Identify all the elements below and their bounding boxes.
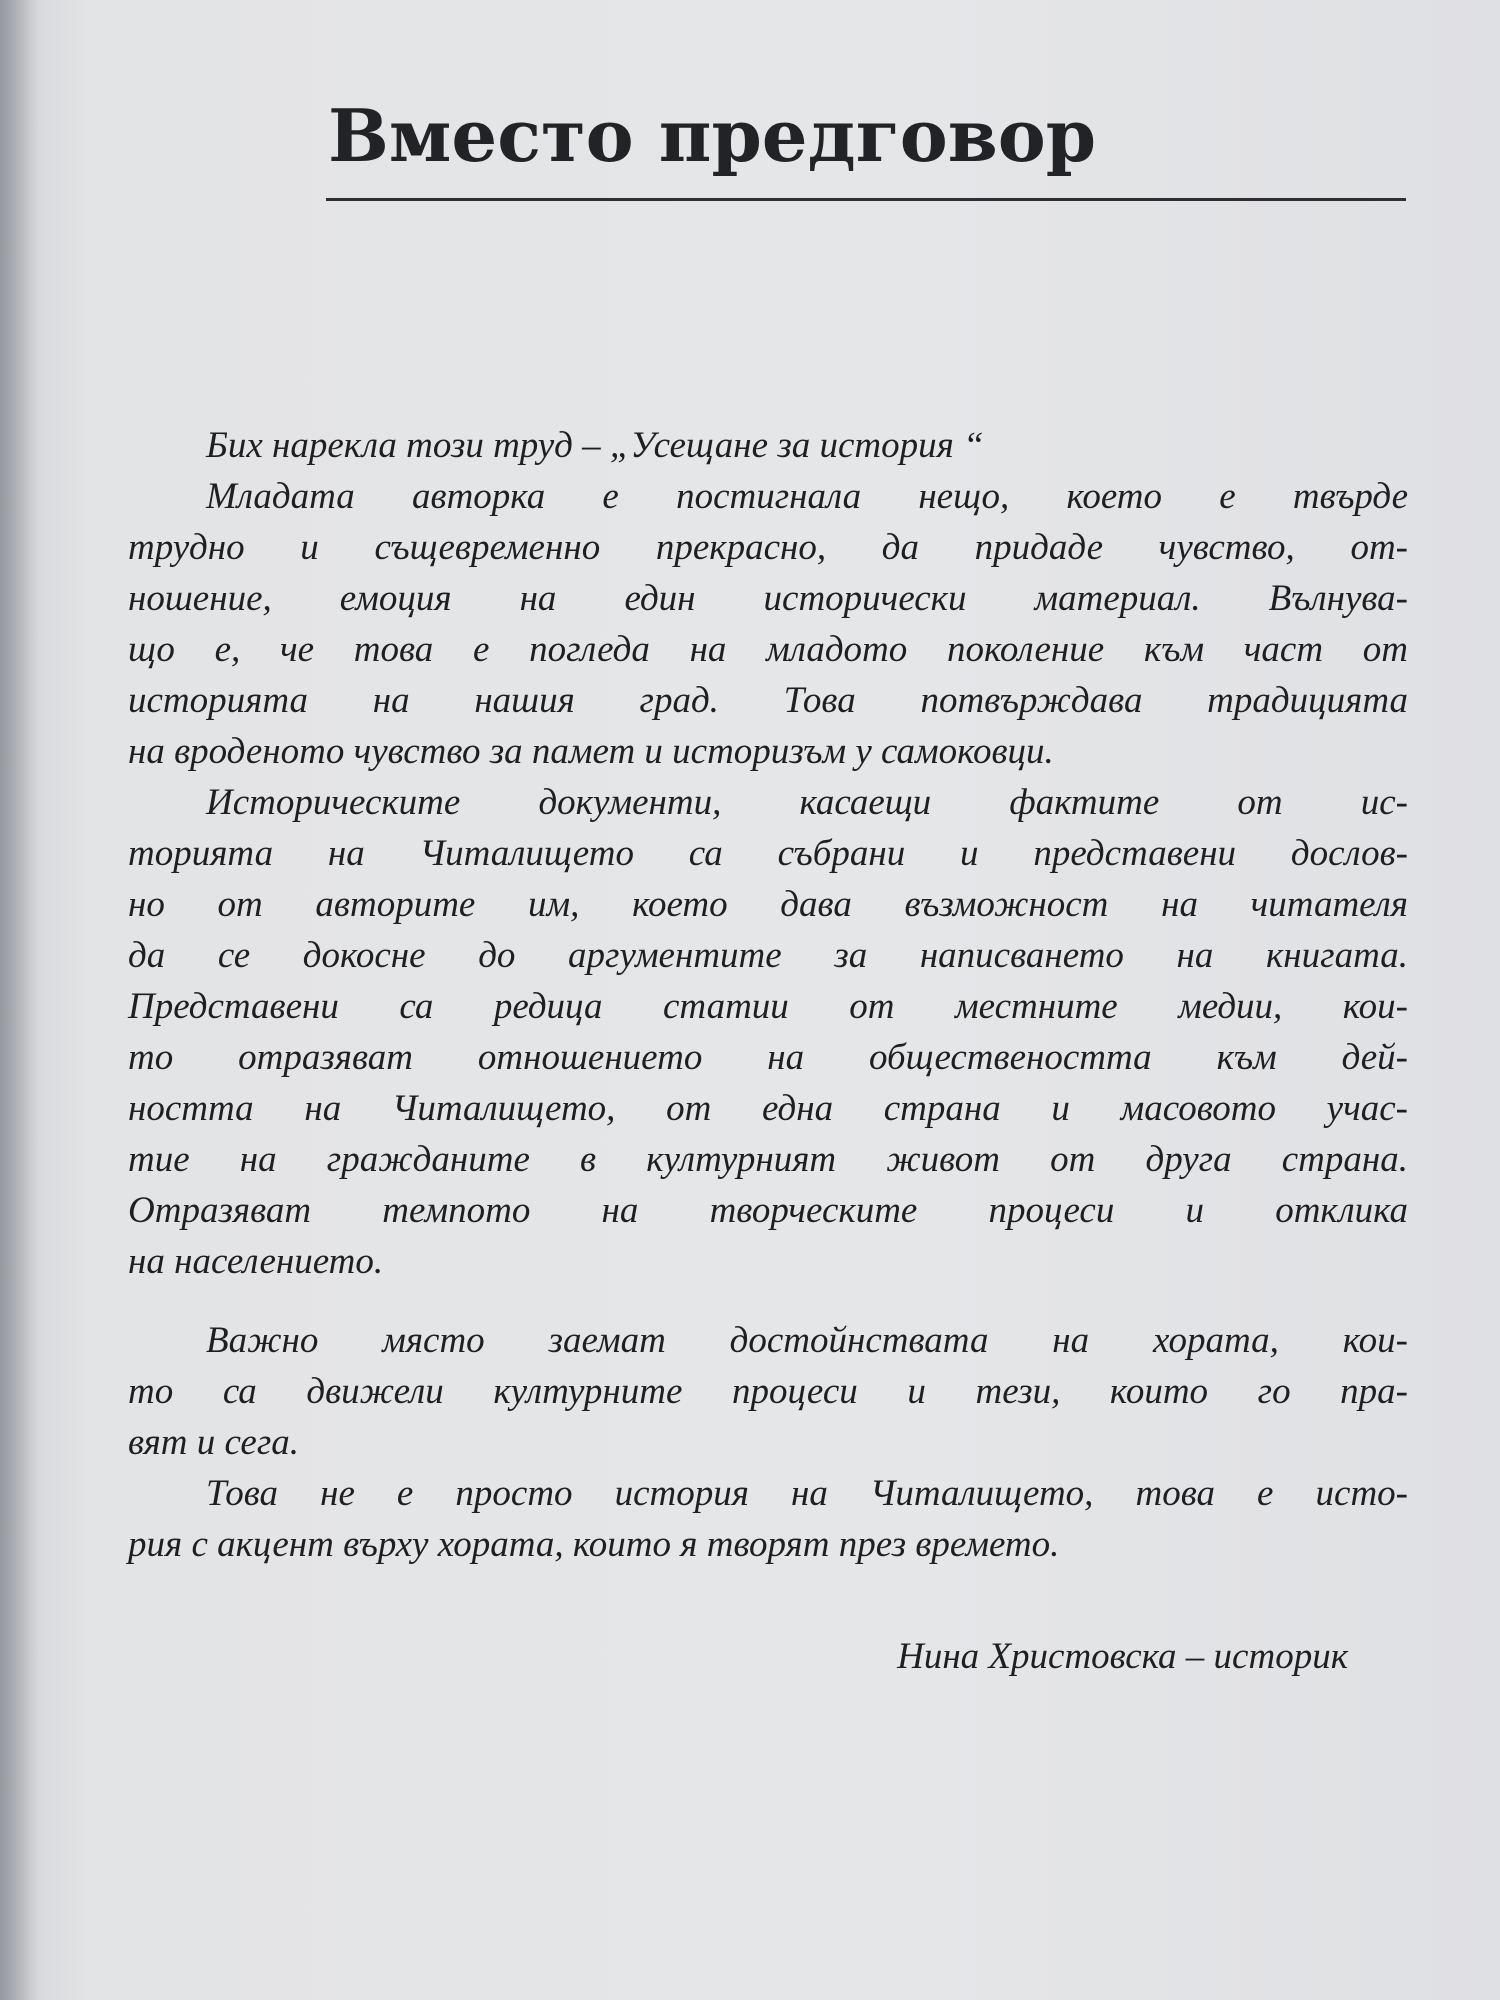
text-line: торията на Читалището са събрани и представени дослов-	[128, 833, 1408, 874]
text-line: но от авторите им, което дава възможност на читателя	[128, 884, 1408, 925]
text-line: да се докосне до аргументите за написването на книгата.	[128, 935, 1408, 976]
page-title: Вместо предговор	[328, 93, 1097, 178]
spine-shadow	[0, 0, 40, 2000]
text-line: то са движели културните процеси и тези, които го пра-	[128, 1371, 1408, 1412]
text-line: Бих нарекла този труд – „Усещане за история “	[206, 425, 984, 466]
text-line: тие на гражданите в културният живот от друга страна.	[128, 1139, 1408, 1180]
author-signature: Нина Христовска – историк	[897, 1636, 1348, 1677]
text-line: вят и сега.	[128, 1422, 300, 1463]
text-line: Това не е просто история на Читалището, това е исто-	[206, 1473, 1408, 1514]
text-line: на населението.	[128, 1241, 384, 1282]
text-line: историята на нашия град. Това потвърждава традицията	[128, 680, 1408, 721]
body-text	[128, 420, 1408, 1570]
text-line: Представени са редица статии от местните медии, кои-	[128, 986, 1408, 1027]
text-line: Историческите документи, касаещи фактите от ис-	[206, 782, 1408, 823]
text-line: Отразяват темпото на творческите процеси и отклика	[128, 1190, 1408, 1231]
text-line: то отразяват отношението на обществеността към дей-	[128, 1037, 1408, 1078]
text-line: що е, че това е погледа на младото поколение към част от	[128, 629, 1408, 670]
text-line: Младата авторка е постигнала нещо, което е твърде	[206, 476, 1408, 517]
text-line: ношение, емоция на един исторически материал. Вълнува-	[128, 578, 1408, 619]
text-line: рия с акцент върху хората, които я творят през времето.	[128, 1524, 1060, 1565]
text-line: ността на Читалището, от една страна и масовото учас-	[128, 1088, 1408, 1129]
text-line: Важно място заемат достойнствата на хората, кои-	[206, 1320, 1408, 1361]
title-underline	[326, 198, 1406, 201]
text-line: на вроденото чувство за памет и историзъм у самоковци.	[128, 731, 1054, 772]
text-line: трудно и същевременно прекрасно, да придаде чувство, от-	[128, 527, 1408, 568]
paragraph-gap	[128, 1287, 1408, 1315]
